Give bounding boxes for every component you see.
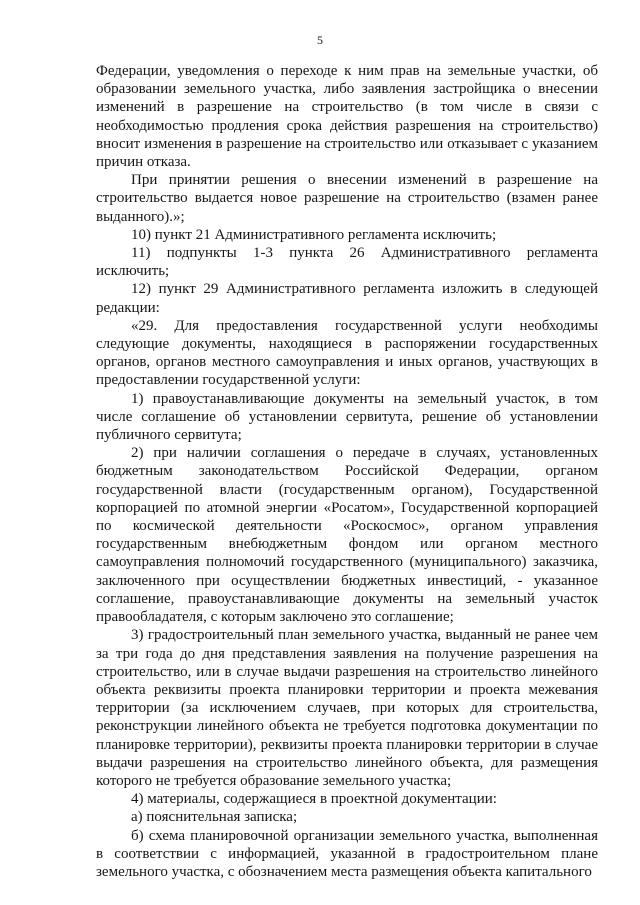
clause-29-item-3: 3) градостроительный план земельного участка, выданный не ранее чем за три года до дня представления заявления на получение разрешения на строительство, или в случае выдачи разрешения на строительство линейного объекта реквизиты проекта планировки территории и проекта межевания территории (за исключением случаев, при которых для строительства, реконструкции линейного объекта не требуется подготовка документации по планировке территории), реквизиты проекта планировки территории в случае выдачи разрешения на строительство линейного объекта, для размещения которого не требуется образование земельного участка; xyxy=(96,627,598,789)
list-item-11: 11) подпункты 1-3 пункта 26 Административного регламента исключить; xyxy=(96,245,598,280)
list-item-12: 12) пункт 29 Административного регламента изложить в следующей редакции: xyxy=(96,281,598,316)
clause-29: «29. Для предоставления государственной услуги необходимы следующие документы, находящиеся в распоряжении государственных органов, органов местного самоуправления и иных органов, участвующих в предоставлении государственной услуги: xyxy=(96,317,598,389)
clause-29-item-4a: а) пояснительная записка; xyxy=(131,809,298,826)
clause-29-item-4b: б) схема планировочной организации земельного участка, выполненная в соответствии с информацией, указанной в градостроительном плане земельного участка, с обозначением места размещения объекта капитального xyxy=(96,827,598,880)
list-item-10: 10) пункт 21 Административного регламента исключить; xyxy=(131,226,497,243)
clause-29-item-2: 2) при наличии соглашения о передаче в случаях, установленных бюджетным законодательством Российской Федерации, органом государственной власти (государственным органом), Государственной корпорацией по атомной энергии «Росатом», Государственной корпорацией по космической деятельности «Роскосмос», органом управления государственным внебюджетным фондом или органом местного самоуправления полномочий государственного (муниципального) заказчика, заключенного при осуществлении бюджетных инвестиций, - указанное соглашение, правоустанавливающие документы на земельный участок правообладателя, с которым заключено это соглашение; xyxy=(96,445,598,626)
document-body xyxy=(96,62,598,881)
clause-29-item-1: 1) правоустанавливающие документы на земельный участок, в том числе соглашение об установлении сервитута, решение об установлении публичного сервитута; xyxy=(96,390,598,444)
clause-29-item-4: 4) материалы, содержащиеся в проектной документации: xyxy=(131,791,497,808)
paragraph-continuation: Федерации, уведомления о переходе к ним прав на земельные участки, об образовании земельного участка, либо заявления застройщика о внесении изменений в разрешение на строительство (в том числе в связи с необходимостью продления срока действия разрешения на строительство) вносит изменения в разрешение на строительство или отказывает с указанием причин отказа. xyxy=(96,63,598,171)
page-number: 5 xyxy=(317,33,323,47)
paragraph-new-permit: При принятии решения о внесении изменений в разрешение на строительство выдается новое разрешение на строительство (взамен ранее выданного).»; xyxy=(96,172,598,225)
